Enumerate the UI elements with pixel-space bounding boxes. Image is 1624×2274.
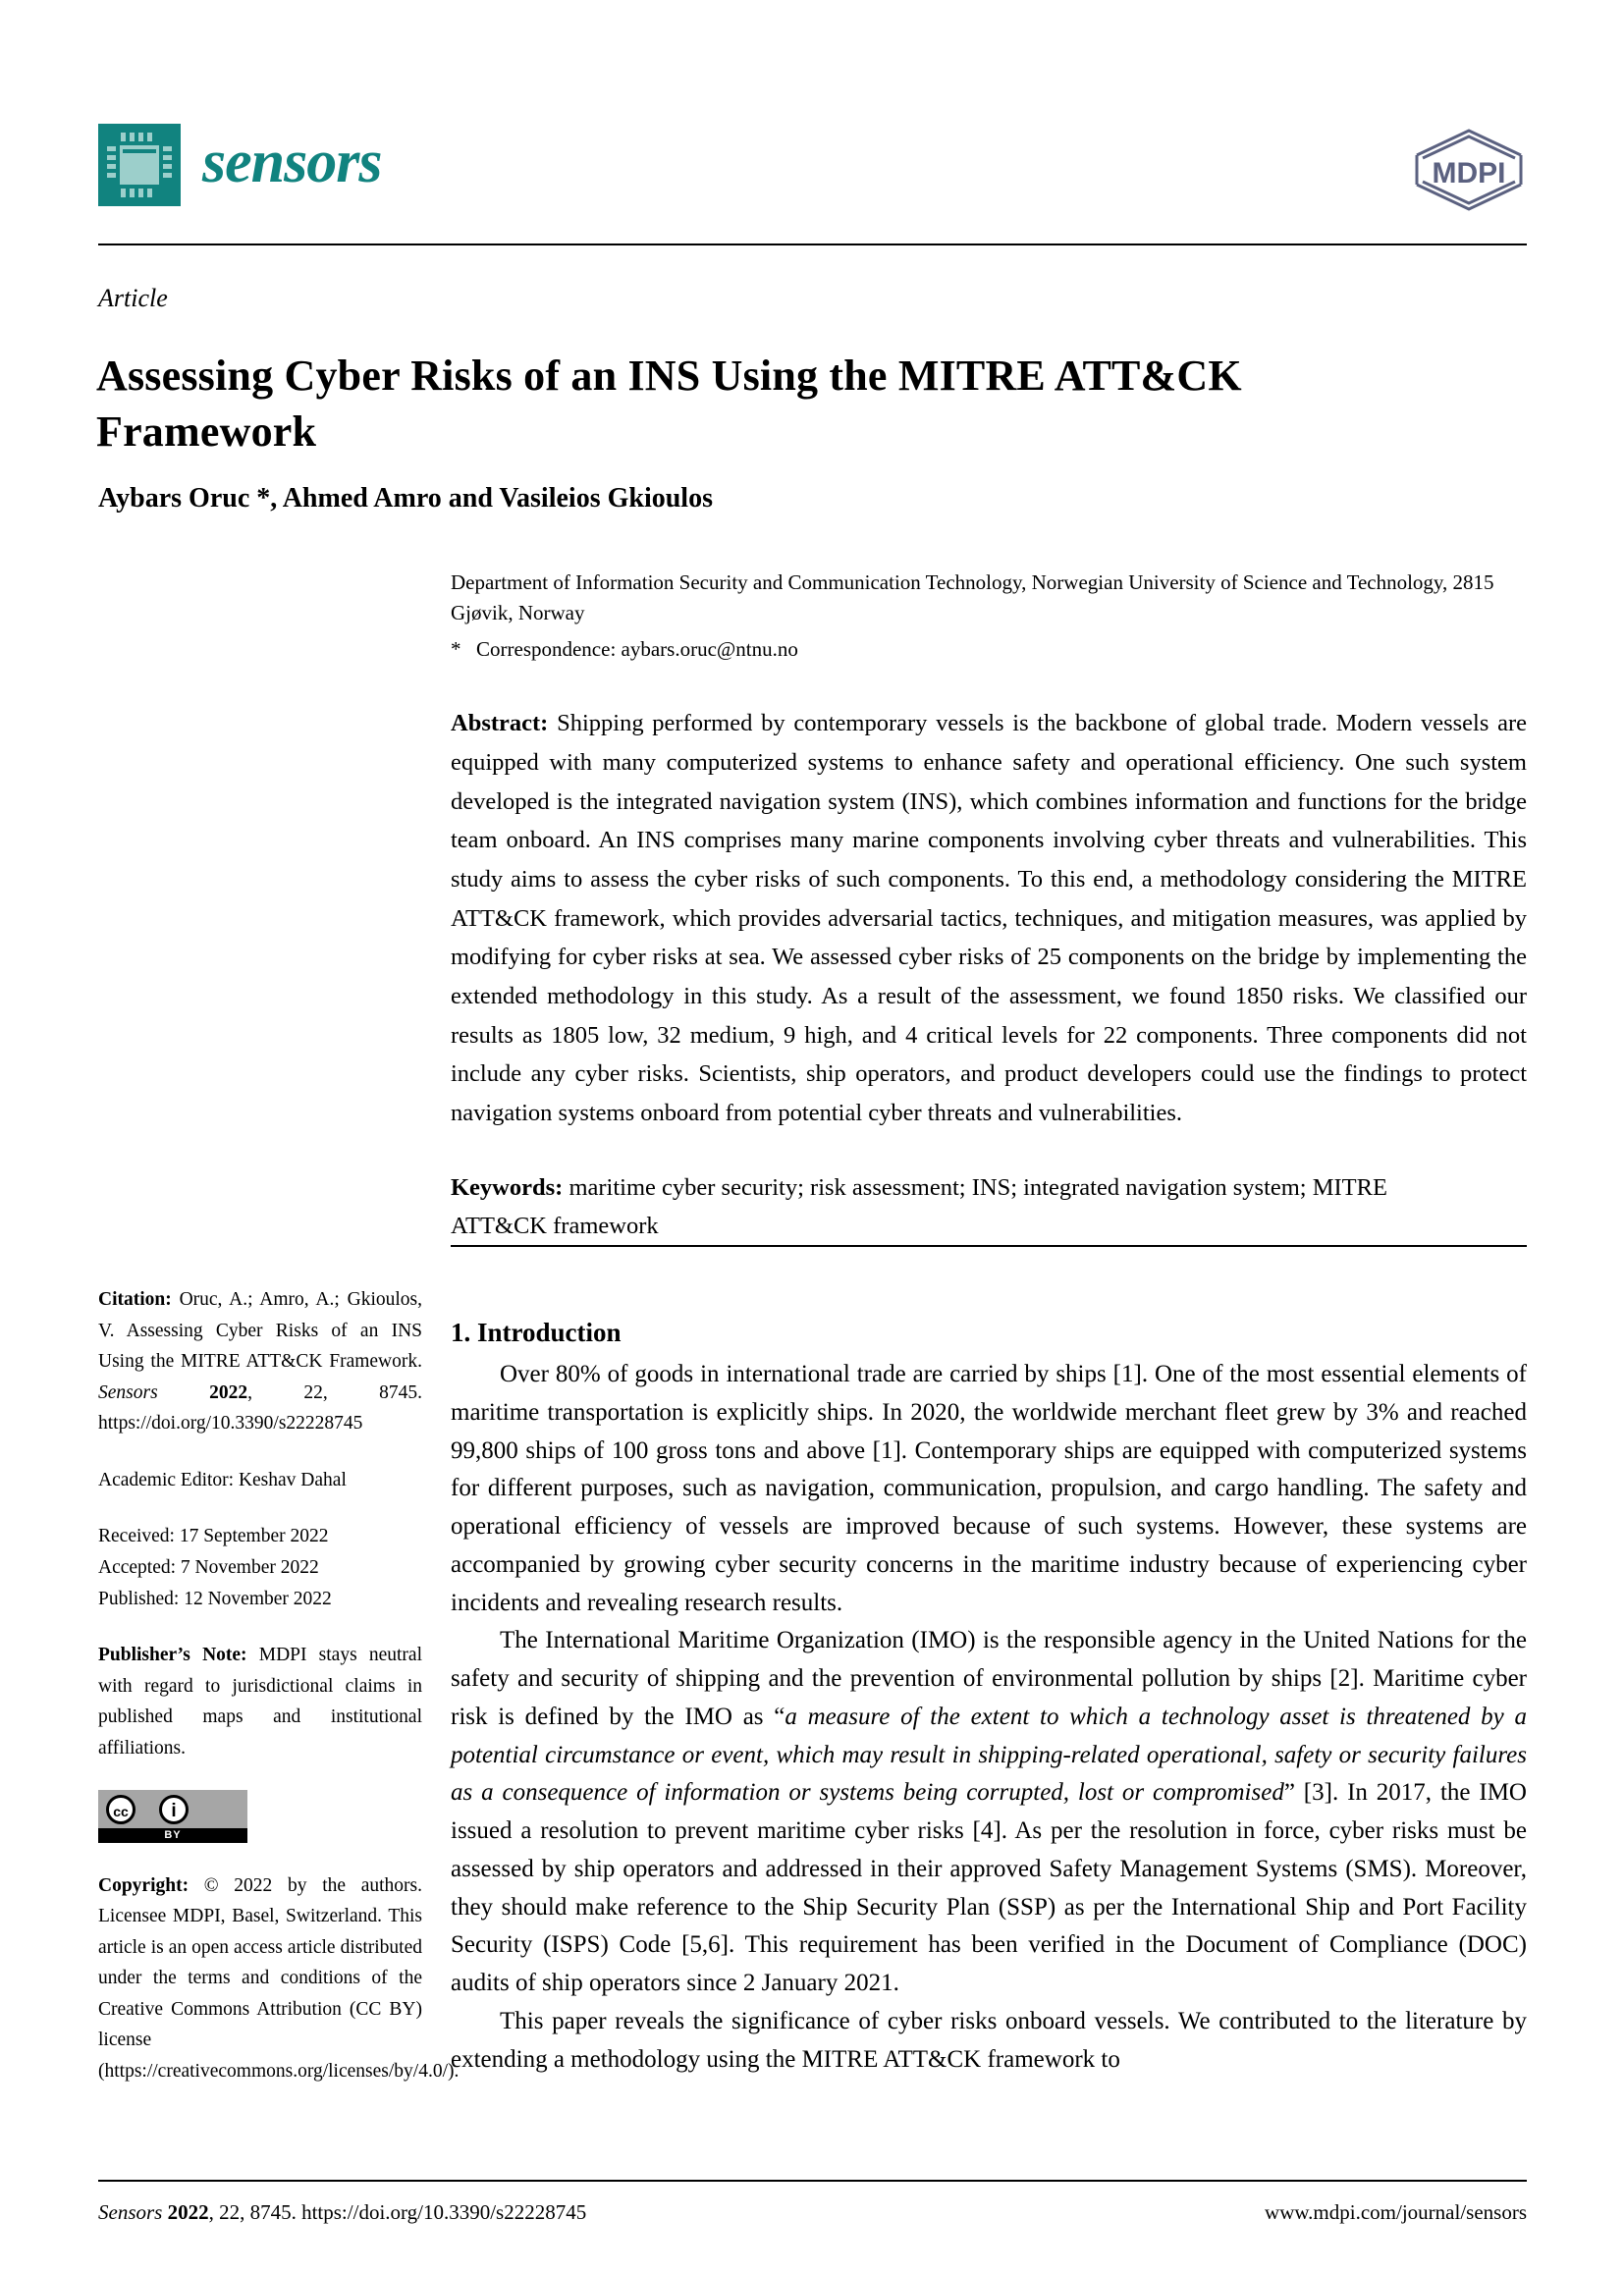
chip-pins-left	[107, 146, 116, 178]
chip-pins-right	[163, 146, 172, 178]
abstract-divider	[451, 1245, 1527, 1247]
footer-divider	[98, 2180, 1527, 2182]
citation-label: Citation:	[98, 1289, 172, 1310]
copyright-block	[98, 1870, 460, 2087]
abstract-block	[451, 704, 1527, 1133]
body-paragraph-3: This paper reveals the significance of cyber risks onboard vessels. We contributed to the literature by extending a methodology using the MITRE ATT&CK framework to	[451, 2007, 1527, 2073]
academic-editor: Academic Editor: Keshav Dahal	[98, 1469, 347, 1490]
copyright-text: © 2022 by the authors. Licensee MDPI, Basel, Switzerland. This article is an open access article distributed under the terms and conditions of the Creative Commons Attribution (CC BY) license (https://creativecommons.org/licenses/by/4.0/).	[98, 1874, 460, 2082]
publisher-note-label: Publisher’s Note:	[98, 1645, 247, 1666]
page-footer	[98, 2199, 1527, 2226]
chip-pins-top	[121, 133, 152, 141]
body-paragraph-2	[451, 1622, 1527, 2003]
footer-url[interactable]: www.mdpi.com/journal/sensors	[1265, 2200, 1527, 2224]
mdpi-logo	[1411, 128, 1527, 212]
footer-year: 2022	[167, 2200, 209, 2224]
sidebar-metadata	[98, 1284, 460, 2087]
body-paragraph-2-part2: ” [3]. In 2017, the IMO issued a resolution to prevent maritime cyber risks [4]. As per the resolution in force, cyber risks must be assessed by ship operators and addressed in their approved Safety Management Systems (SMS). Moreover, they should make reference to the Ship Security Plan (SSP) as per the International Ship and Port Facility Security (ISPS) Code [5,6]. This requirement has been verified in the Document of Compliance (DOC) audits of ship operators since 2 January 2021.	[451, 1779, 1527, 1997]
date-published: Published: 12 November 2022	[98, 1588, 332, 1609]
journal-logo	[98, 124, 382, 206]
section-heading-introduction: 1. Introduction	[451, 1318, 622, 1347]
keywords-block	[451, 1168, 1433, 1246]
keywords-label: Keywords:	[451, 1173, 564, 1201]
copyright-label: Copyright:	[98, 1874, 189, 1896]
footer-citation-rest: , 22, 8745. https://doi.org/10.3390/s22228745	[208, 2200, 587, 2224]
affiliation: Department of Information Security and Communication Technology, Norwegian University of Science and Technology, 2815 Gjøvik, Norway	[451, 570, 1494, 625]
abstract-label: Abstract:	[451, 710, 549, 737]
imo-definition-quote: a measure of the extent to which a technology asset is threatened by a potential circumstance or event, which may result in shipping-related operational, safety or security failures as a consequence of information or systems being corrupted, lost or compromised	[451, 1703, 1527, 1807]
front-matter	[451, 568, 1527, 1246]
journal-title: sensors	[202, 129, 382, 195]
body-paragraph-1: Over 80% of goods in international trade are carried by ships [1]. One of the most essential elements of maritime transportation is explicitly ships. In 2020, the worldwide merchant fleet grew by 3% and reached 99,800 ships of 100 gross tons and above [1]. Contemporary ships are equipped with computerized systems for different purposes, such as navigation, communication, propulsion, and cargo handling. The safety and operational efficiency of vessels are improved because of such systems. However, these systems are accompanied by growing cyber security concerns in the maritime industry because of experiencing cyber incidents and revealing research results.	[451, 1361, 1527, 1616]
citation-block	[98, 1284, 422, 1439]
abstract-text: Shipping performed by contemporary vessels is the backbone of global trade. Modern vessels are equipped with many computerized systems to enhance safety and operational efficiency. One such system developed is the integrated navigation system (INS), which combines information and functions for the bridge team onboard. An INS comprises many marine components involving cyber threats and vulnerabilities. This study aims to assess the cyber risks of such components. To this end, a methodology considering the MITRE ATT&CK framework, which provides adversarial tactics, techniques, and mitigation measures, was applied by modifying for cyber risks at sea. We assessed cyber risks of 25 components on the bridge by implementing the extended methodology in this study. As a result of the assessment, we found 1850 risks. We classified our results as 1805 low, 32 medium, 9 high, and 4 critical levels for 22 components. Three components did not include any cyber risks. Scientists, ship operators, and product developers could use the findings to protect navigation systems onboard from potential cyber threats and vulnerabilities.	[451, 710, 1528, 1127]
masthead	[98, 124, 1527, 214]
footer-citation	[98, 2199, 586, 2226]
footer-journal-name: Sensors	[98, 2200, 163, 2224]
keywords-text: maritime cyber security; risk assessment; INS; integrated navigation system; MITRE ATT&CK framework	[451, 1173, 1387, 1240]
article-type-label: Article	[98, 284, 168, 312]
citation-text-part1: Oruc, A.; Amro, A.; Gkioulos, V. Assessing Cyber Risks of an INS Using the MITRE ATT&CK Framework.	[98, 1289, 422, 1373]
publisher-note	[98, 1640, 422, 1763]
page-title: Assessing Cyber Risks of an INS Using the MITRE ATT&CK Framework	[96, 352, 1242, 456]
author-list: Aybars Oruc *, Ahmed Amro and Vasileios Gkioulos	[98, 483, 713, 514]
citation-year: 2022	[209, 1381, 248, 1403]
citation-text-part2: , 22, 8745. https://doi.org/10.3390/s22228745	[98, 1381, 423, 1435]
body-paragraph-2-part1: The International Maritime Organization (IMO) is the responsible agency in the United Nations for the safety and security of shipping and the prevention of environmental pollution by ships [2]. Maritime cyber risk is defined by the IMO as “	[451, 1627, 1527, 1730]
publisher-note-text: MDPI stays neutral with regard to jurisdictional claims in published maps and institutional affiliations.	[98, 1645, 422, 1759]
date-accepted: Accepted: 7 November 2022	[98, 1557, 319, 1579]
chip-icon	[98, 124, 181, 206]
attribution-icon: i	[159, 1795, 189, 1824]
masthead-divider	[98, 244, 1527, 245]
date-received: Received: 17 September 2022	[98, 1526, 329, 1547]
cc-badge-label: BY	[164, 1828, 182, 1841]
mdpi-logo-text: MDPI	[1432, 157, 1506, 190]
correspondence-line	[451, 634, 1527, 665]
creative-commons-icon: cc	[106, 1795, 135, 1824]
cc-by-license-icon[interactable]	[98, 1790, 247, 1843]
correspondence-marker: *	[451, 637, 461, 662]
body-content	[451, 1316, 1527, 2079]
publication-dates	[98, 1521, 422, 1614]
chip-pins-bottom	[121, 189, 152, 197]
chip-core	[120, 145, 159, 185]
citation-journal: Sensors	[98, 1381, 158, 1403]
correspondence-text: Correspondence: aybars.oruc@ntnu.no	[476, 637, 798, 662]
